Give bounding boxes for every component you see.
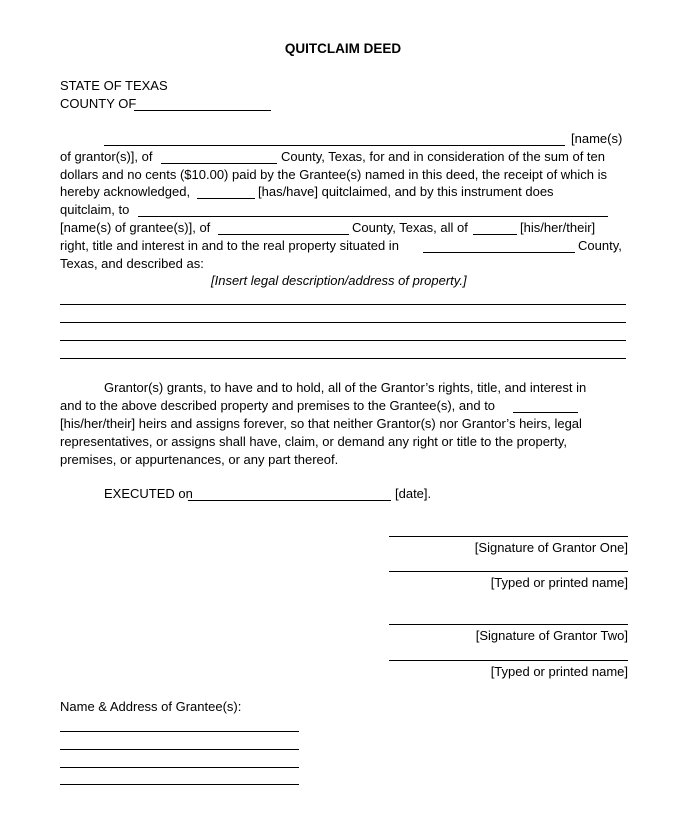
p1-line6-end: [his/her/their] [520, 220, 596, 235]
county-blank [134, 110, 271, 111]
grantee-address-line [60, 731, 299, 732]
grantor-two-name-caption: [Typed or printed name] [490, 664, 628, 679]
grantee-address-line [60, 784, 299, 785]
p1-line4-start: hereby acknowledged, [60, 184, 191, 199]
has-have-blank [197, 198, 255, 199]
p1-line3: dollars and no cents ($10.00) paid by the Grantee(s) named in this deed, the receipt of which is [60, 167, 608, 182]
grantee-county-blank [218, 234, 349, 235]
p1-line6-start: [name(s) of grantee(s)], of [60, 220, 211, 235]
grantee-address-line [60, 767, 299, 768]
grantee-address-line [60, 749, 299, 750]
legal-desc-line [60, 322, 626, 323]
grantee-address-label: Name & Address of Grantee(s): [60, 699, 242, 714]
grantor-one-name-caption: [Typed or printed name] [490, 575, 628, 590]
p1-line2-end: County, Texas, for and in consideration of the sum of ten [281, 149, 605, 164]
grantor-name-blank [104, 145, 565, 146]
legal-desc-line [60, 358, 626, 359]
property-county-blank [423, 252, 575, 253]
p1-line2-start: of grantor(s)], of [60, 149, 153, 164]
his-her-blank [473, 234, 517, 235]
grantor-one-signature-line [389, 536, 628, 537]
heirs-blank [513, 412, 578, 413]
county-label: COUNTY OF [60, 96, 137, 111]
p1-line6-mid: County, Texas, all of [352, 220, 468, 235]
legal-description-placeholder: [Insert legal description/address of property.] [211, 273, 467, 288]
grantor-county-blank [161, 163, 277, 164]
p2-line4: representatives, or assigns shall have, claim, or demand any right or title to the property, [60, 434, 568, 449]
legal-desc-line [60, 340, 626, 341]
grantor-one-name-line [389, 571, 628, 572]
executed-label: EXECUTED on [104, 486, 193, 501]
p2-line2: and to the above described property and premises to the Grantee(s), and to [60, 398, 496, 413]
p2-line3: [his/her/their] heirs and assigns forever, so that neither Grantor(s) nor Grantor’s heirs, legal [60, 416, 582, 431]
name-placeholder-start: [name(s) [571, 131, 623, 146]
p1-line7-end: County, [578, 238, 622, 253]
p1-line8: Texas, and described as: [60, 256, 204, 271]
grantor-two-signature-caption: [Signature of Grantor Two] [475, 628, 628, 643]
p2-line1: Grantor(s) grants, to have and to hold, all of the Grantor’s rights, title, and interest in [104, 380, 587, 395]
p1-line7-start: right, title and interest in and to the real property situated in [60, 238, 399, 253]
date-blank [188, 500, 391, 501]
document-title: QUITCLAIM DEED [284, 41, 402, 56]
grantor-one-signature-caption: [Signature of Grantor One] [474, 540, 628, 555]
grantor-two-signature-line [389, 624, 628, 625]
legal-desc-line [60, 304, 626, 305]
p2-line5: premises, or appurtenances, or any part thereof. [60, 452, 339, 467]
grantor-two-name-line [389, 660, 628, 661]
grantee-name-blank [138, 216, 608, 217]
p1-line4-end: [has/have] quitclaimed, and by this instrument does [258, 184, 554, 199]
state-line: STATE OF TEXAS [60, 78, 168, 93]
date-placeholder: [date]. [395, 486, 432, 501]
p1-line5: quitclaim, to [60, 202, 130, 217]
